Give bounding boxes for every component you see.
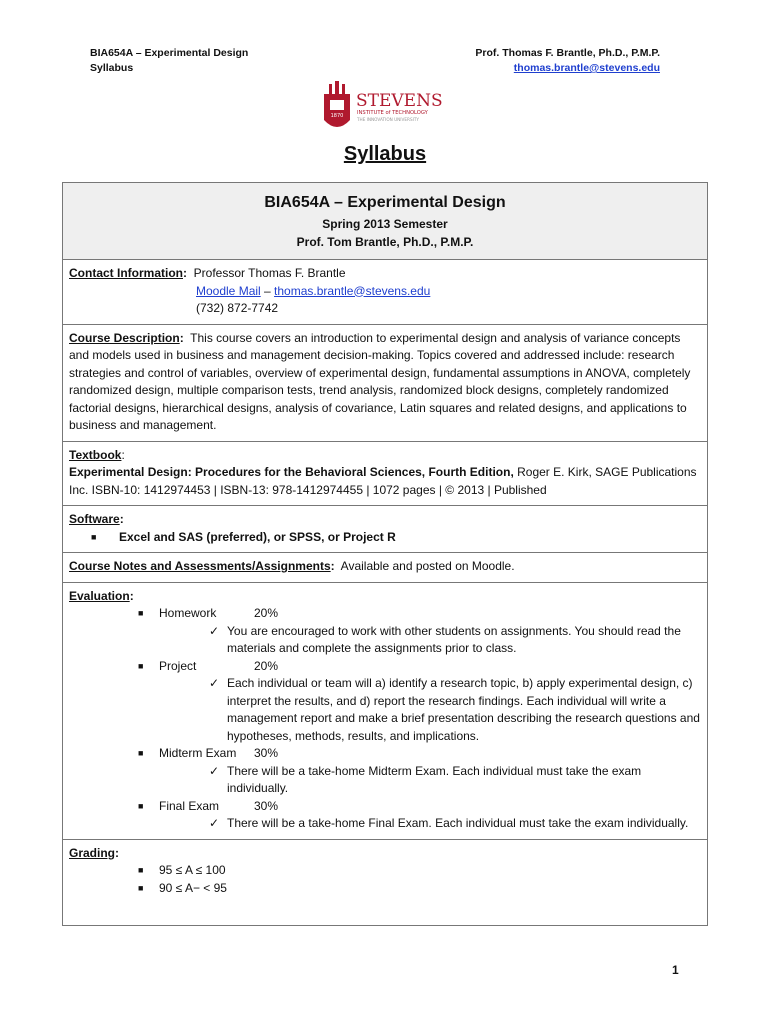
textbook-title: Experimental Design: Procedures for the Behavioral Sciences, Fourth Edition, bbox=[69, 465, 514, 479]
course-semester: Spring 2013 Semester bbox=[322, 217, 448, 231]
evaluation-item bbox=[69, 658, 701, 676]
evaluation-note bbox=[69, 623, 701, 658]
textbook-section: Textbook: Experimental Design: Procedures for the Behavioral Sciences, Fourth Edition, Roger E. Kirk, SAGE Publications Inc. ISBN-10: 1412974453 | ISBN-13: 978-1412974455 | 1072 pages | © 2013 | Published bbox=[63, 441, 707, 506]
evaluation-item-name: Midterm Exam bbox=[159, 746, 237, 760]
course-title: BIA654A – Experimental Design bbox=[264, 194, 506, 211]
software-section: Software: ■ Excel and SAS (preferred), or SPSS, or Project R bbox=[63, 505, 707, 552]
description-text: This course covers an introduction to experimental design and analysis of variance concepts and models used in business and management decision-making. Topics covered and addressed include: research strategies and control of variables, overview of experimental design, fundamental assumptions in ANOVA, completely randomized design, multiple comparison tests, trend analysis, randomized block designs, completely randomized factorial designs, hierarchical designs, analysis of covariance, Latin squares and related designs, and applications to business and management. bbox=[69, 330, 691, 432]
header-course: BIA654A – Experimental Design bbox=[90, 47, 249, 59]
running-header-left bbox=[90, 46, 248, 76]
evaluation-note bbox=[69, 815, 701, 833]
evaluation-item bbox=[69, 745, 701, 763]
checkmark-icon: ✓ bbox=[209, 676, 220, 690]
grading-item-text: 90 ≤ A− < 95 bbox=[159, 880, 227, 895]
grading-item bbox=[69, 880, 701, 898]
contact-label: Contact Information bbox=[69, 266, 183, 280]
grading-item bbox=[69, 862, 701, 880]
notes-section: Course Notes and Assessments/Assignments: Available and posted on Moodle. bbox=[63, 552, 707, 582]
logo-subtitle: INSTITUTE of TECHNOLOGY bbox=[357, 110, 428, 116]
evaluation-label: Evaluation bbox=[69, 588, 130, 603]
logo-tagline: THE INNOVATION UNIVERSITY bbox=[357, 117, 419, 122]
notes-label: Course Notes and Assessments/Assignments bbox=[69, 559, 331, 573]
course-professor: Prof. Tom Brantle, Ph.D., P.M.P. bbox=[296, 235, 474, 249]
notes-text: Available and posted on Moodle. bbox=[340, 559, 515, 573]
page-number: 1 bbox=[672, 963, 679, 977]
evaluation-item-weight: 20% bbox=[254, 658, 279, 673]
checkmark-icon: ✓ bbox=[209, 623, 220, 638]
description-section: Course Description: This course covers an introduction to experimental design and analysis of variance concepts and models used in business and management decision-making. Topics covered and addressed include: research strategies and control of variables, overview of experimental design, fundamental assumptions in ANOVA, completely randomized design, multiple comparison tests, trend analysis, randomized block designs, completely randomized factorial designs, hierarchical designs, analysis of covariance, Latin squares and related designs, and applications to business and management. bbox=[63, 324, 707, 441]
course-header-section bbox=[63, 183, 707, 259]
evaluation-section: Evaluation: ■ Homework 20% ✓ You are encouraged to work with other students on assignments. You should read the materials and complete the assignments prior to class. ■ Project 20% ✓ Each individual or team will a) identify a research topic, b) apply experimental design, c) interpret the results, and d) report the research findings. Each individual will write a management report and make a brief presentation describing the research questions and hypotheses, methods, results, and implications. ■ Midterm Exam 30% ✓ There will be a take-home Midterm Exam. Each individual must take the exam individually. ■ Final Exam 30% ✓ There will be a take-home Final Exam. Each individual must take the exam individually. bbox=[63, 582, 707, 839]
evaluation-note bbox=[69, 675, 701, 745]
moodle-mail-link[interactable]: Moodle Mail bbox=[196, 283, 261, 298]
bullet-icon: ■ bbox=[138, 660, 144, 671]
bullet-icon: ■ bbox=[138, 748, 144, 758]
evaluation-item bbox=[69, 605, 701, 623]
logo-wordmark: STEVENS bbox=[356, 91, 443, 111]
bullet-icon: ■ bbox=[138, 608, 144, 618]
evaluation-item-name: Homework bbox=[159, 606, 217, 620]
bullet-icon: ■ bbox=[91, 531, 97, 542]
software-item: Excel and SAS (preferred), or SPSS, or Project R bbox=[119, 529, 396, 544]
textbook-label: Textbook bbox=[69, 447, 122, 462]
bullet-icon: ■ bbox=[138, 865, 144, 875]
checkmark-icon: ✓ bbox=[209, 763, 220, 778]
bullet-icon: ■ bbox=[138, 882, 144, 893]
evaluation-item-weight: 20% bbox=[254, 606, 279, 620]
evaluation-note bbox=[69, 763, 701, 798]
syllabus-table bbox=[62, 182, 708, 926]
grading-label: Grading bbox=[69, 845, 116, 860]
textbook-details: Roger E. Kirk, SAGE Publications Inc. ISBN-10: 1412974453 | ISBN-13: 978-1412974455 | 1072 pages | © 2013 | Published bbox=[69, 465, 697, 497]
bullet-icon: ■ bbox=[138, 800, 144, 811]
contact-separator: – bbox=[260, 283, 275, 298]
header-doc-type: Syllabus bbox=[90, 62, 134, 74]
evaluation-item-weight: 30% bbox=[254, 798, 279, 813]
contact-name: Professor Thomas F. Brantle bbox=[193, 266, 346, 280]
evaluation-item-name: Project bbox=[159, 658, 197, 673]
checkmark-icon: ✓ bbox=[209, 816, 220, 830]
contact-section: Contact Information: Professor Thomas F. Brantle Moodle Mail – thomas.brantle@stevens.edu (732) 872-7742 bbox=[63, 259, 707, 324]
evaluation-item bbox=[69, 798, 701, 816]
evaluation-item-name: Final Exam bbox=[159, 798, 220, 813]
logo-year: 1870 bbox=[330, 113, 344, 119]
stevens-logo bbox=[320, 80, 450, 136]
header-professor: Prof. Thomas F. Brantle, Ph.D., P.M.P. bbox=[475, 47, 660, 59]
header-email-link[interactable]: thomas.brantle@stevens.edu bbox=[513, 62, 660, 74]
evaluation-item-weight: 30% bbox=[254, 746, 279, 760]
description-label: Course Description bbox=[69, 330, 180, 345]
contact-email-link[interactable]: thomas.brantle@stevens.edu bbox=[274, 283, 431, 298]
page-title: Syllabus bbox=[343, 143, 427, 165]
evaluation-note-text: You are encouraged to work with other students on assignments. You should read the materials and complete the assignments prior to class. bbox=[227, 623, 681, 655]
grading-section: Grading: ■ 95 ≤ A ≤ 100 ■ 90 ≤ A− < 95 bbox=[63, 839, 707, 904]
evaluation-note-text: There will be a take-home Final Exam. Each individual must take the exam individually. bbox=[227, 816, 689, 830]
evaluation-note-text: There will be a take-home Midterm Exam. Each individual must take the exam individually. bbox=[227, 763, 642, 795]
contact-phone: (732) 872-7742 bbox=[196, 301, 279, 315]
grading-item-text: 95 ≤ A ≤ 100 bbox=[159, 863, 226, 877]
running-header-right bbox=[475, 46, 660, 76]
evaluation-note-text: Each individual or team will a) identify a research topic, b) apply experimental design, c) interpret the results, and d) report the research findings. Each individual will write a management report and make a brief presentation describing the research questions and hypotheses, methods, results, and implications. bbox=[227, 676, 700, 743]
software-label: Software bbox=[69, 512, 120, 526]
